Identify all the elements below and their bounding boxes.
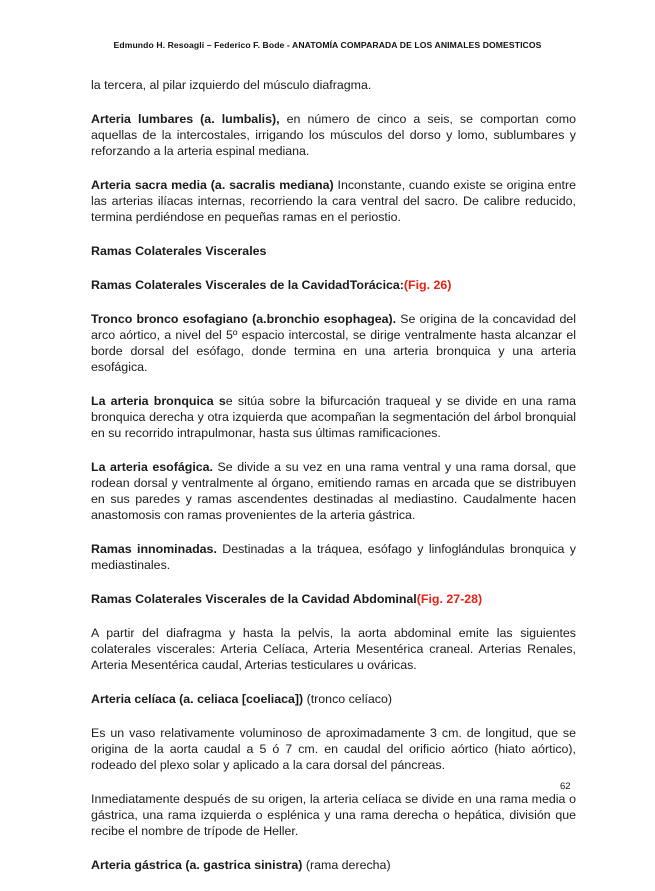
figure-reference: (Fig. 27-28) [416, 592, 483, 606]
section-heading: Ramas Colaterales Viscerales [91, 244, 267, 258]
paragraph-text: (rama derecha) [302, 858, 391, 872]
paragraph-text: A partir del diafragma y hasta la pelvis, la aorta abdominal emite las siguientes colaterales viscerales: Arteria Celíaca, Arteria Mesentérica craneal. Arterias Renales, Arteria Mesentérica caudal, Arterias testiculares u ováricas. [91, 626, 576, 672]
term-arteria-esofagica: La arteria esofágica. [91, 460, 214, 474]
paragraph-arteria-sacra-media [91, 177, 576, 225]
paragraph-aorta-abdominal [91, 625, 576, 673]
heading-cavidad-toracica [91, 277, 576, 293]
paragraph-ramas-innominadas [91, 541, 576, 573]
paragraph-text: Es un vaso relativamente voluminoso de aproximadamente 3 cm. de longitud, que se origina de la aorta caudal a 5 ó 7 cm. en caudal del orificio aórtico (hiato aórtico), rodeado del plexo solar y aplicado a la cara dorsal del páncreas. [91, 726, 576, 772]
paragraph-arteria-lumbares [91, 111, 576, 159]
paragraph-text: Inconstante, cuando existe se origina entre las arterias ilíacas internas, recorriendo la cara ventral del sacro. De calibre reducido, termina perdiéndose en pequeñas ramas en el periostio. [91, 178, 576, 224]
heading-arteria-celiaca [91, 691, 576, 707]
paragraph-text: Inmediatamente después de su origen, la arteria celíaca se divide en una rama media o gástrica, una rama izquierda o esplénica y una rama derecha o hepática, división que recibe el nombre de trípode de Heller. [91, 792, 576, 838]
paragraph-arteria-bronquica [91, 393, 576, 441]
heading-arteria-gastrica [91, 857, 576, 873]
section-heading: Ramas Colaterales Viscerales de la Cavidad Abdominal [91, 592, 417, 606]
paragraph-continuation [91, 77, 576, 93]
paragraph-vaso-voluminoso [91, 725, 576, 773]
paragraph-tronco-bronco-esofagiano [91, 311, 576, 375]
term-arteria-bronquica: La arteria bronquica s [91, 394, 226, 408]
term-ramas-innominadas: Ramas innominadas. [91, 542, 217, 556]
paragraph-text: la tercera, al pilar izquierdo del músculo diafragma. [91, 78, 372, 92]
heading-ramas-colaterales-viscerales [91, 243, 576, 259]
paragraph-text: (tronco celíaco) [303, 692, 392, 706]
paragraph-text: Se origina de la concavidad del arco aórtico, a nivel del 5º espacio intercostal, se dirige ventralmente hasta alcanzar el borde dorsal del esófago, donde termina en una arteria bronquica y una arteria esofágica. [91, 312, 576, 374]
page-number: 62 [560, 781, 571, 792]
paragraph-text: en número de cinco a seis, se comportan como aquellas de la intercostales, irrigando los músculos del dorso y lomo, sublumbares y reforzando a la arteria espinal mediana. [91, 112, 576, 158]
term-arteria-celiaca: Arteria celíaca (a. celiaca [coeliaca]) [91, 692, 304, 706]
term-tronco-bronco-esofagiano: Tronco bronco esofagiano (a.bronchio esophagea). [91, 312, 397, 326]
section-heading: Ramas Colaterales Viscerales de la CavidadTorácica: [91, 278, 404, 292]
paragraph-tripode-heller [91, 791, 576, 839]
term-arteria-gastrica: Arteria gástrica (a. gastrica sinistra) [91, 858, 303, 872]
term-arteria-lumbares: Arteria lumbares (a. lumbalis), [91, 112, 280, 126]
heading-cavidad-abdominal [91, 591, 576, 607]
term-arteria-sacra-media: Arteria sacra media (a. sacralis mediana) [91, 178, 334, 192]
figure-reference: (Fig. 26) [403, 278, 452, 292]
paragraph-text: Destinadas a la tráquea, esófago y linfoglándulas bronquica y mediastinales. [91, 542, 576, 572]
paragraph-text: Se divide a su vez en una rama ventral y una rama dorsal, que rodean dorsal y ventralmente al órgano, emitiendo ramas en arcada que se distribuyen en sus paredes y ramas ascendentes destinadas al mediastino. Caudalmente hacen anastomosis con ramas provenientes de la arteria gástrica. [91, 460, 576, 522]
running-header: Edmundo H. Resoagli – Federico F. Bode - ANATOMÍA COMPARADA DE LOS ANIMALES DOMESTICOS [113, 40, 542, 50]
paragraph-text: e sitúa sobre la bifurcación traqueal y se divide en una rama bronquica derecha y otra izquierda que acompañan la segmentación del árbol bronquial en su recorrido intrapulmonar, hasta sus últimas ramificaciones. [91, 394, 576, 440]
page-body [91, 77, 576, 891]
paragraph-arteria-esofagica [91, 459, 576, 523]
